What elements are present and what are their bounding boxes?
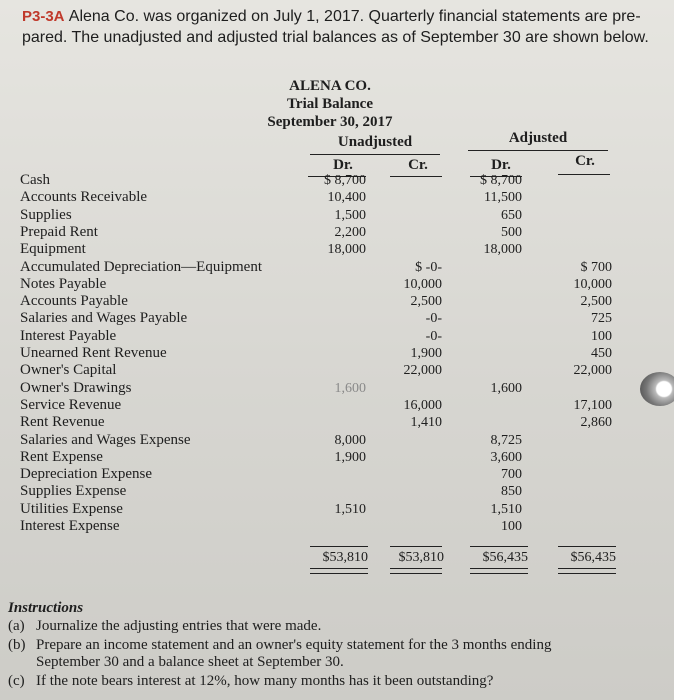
account-name: Depreciation Expense: [20, 466, 153, 483]
instruction-b-text-1: Prepare an income statement and an owner's equity statement for the 3 months ending: [36, 637, 552, 653]
unadjusted-cr-value: 2,500: [410, 294, 442, 310]
adjusted-dr-value: 1,510: [490, 501, 522, 517]
adjusted-cr-value: 17,100: [573, 397, 612, 413]
unadjusted-cr-value: -0-: [425, 328, 442, 344]
instruction-c: [8, 673, 493, 690]
unadjusted-cr-heading: Cr.: [408, 157, 428, 173]
unadjusted-cr-value: -0-: [425, 311, 442, 327]
account-name: Notes Payable: [20, 275, 107, 292]
unadjusted-dr-value: $ 8,700: [324, 173, 366, 188]
adjusted-heading: Adjusted: [508, 130, 568, 146]
unadjusted-dr-value: 1,600: [334, 380, 366, 396]
unadjusted-dr-heading: Dr.: [333, 157, 353, 173]
instruction-b: [8, 637, 551, 671]
total-adjusted-cr: $56,435: [570, 550, 616, 565]
adjusted-cr-value: 2,500: [580, 294, 612, 310]
account-name: Service Revenue: [20, 396, 122, 413]
adjusted-dr-value: 3,600: [490, 449, 522, 465]
unadjusted-dr-value: 8,000: [334, 432, 366, 448]
total-unadjusted-cr: $53,810: [398, 550, 444, 565]
adjusted-dr-heading: Dr.: [491, 157, 511, 173]
adjusted-dr-value: 700: [501, 467, 522, 483]
unadjusted-dr-value: 18,000: [327, 242, 366, 258]
unadjusted-cr-rule: [390, 176, 442, 177]
account-name: Utilities Expense: [20, 500, 123, 517]
unadjusted-dr-value: 1,510: [334, 501, 366, 517]
instructions-title: Instructions: [8, 600, 84, 616]
double-rule-udr: [310, 568, 368, 574]
unadjusted-dr-value: 10,400: [327, 190, 366, 206]
account-name: Prepaid Rent: [20, 223, 98, 240]
account-name: Accounts Receivable: [20, 189, 148, 206]
adjusted-cr-value: 725: [591, 311, 612, 327]
adjusted-dr-value: 650: [501, 207, 522, 223]
instruction-a-label: (a): [8, 618, 25, 634]
account-name: Rent Expense: [20, 448, 103, 465]
instruction-a: [8, 618, 321, 635]
double-rule-ucr: [390, 568, 442, 574]
total-rule-ucr: [390, 546, 442, 547]
unadjusted-dr-value: 2,200: [334, 224, 366, 240]
instruction-c-text: If the note bears interest at 12%, how many months has it been outstanding?: [36, 673, 494, 689]
statement-date: September 30, 2017: [267, 114, 393, 130]
unadjusted-cr-value: 16,000: [403, 397, 442, 413]
adjusted-dr-value: 100: [501, 519, 522, 534]
unadjusted-heading: Unadjusted: [337, 134, 413, 150]
account-name: Salaries and Wages Payable: [20, 310, 188, 327]
unadjusted-cr-value: $ -0-: [415, 259, 442, 275]
account-name: Interest Expense: [20, 518, 120, 534]
problem-header: [22, 6, 652, 48]
account-name: Owner's Capital: [20, 362, 117, 379]
account-name: Accounts Payable: [20, 293, 128, 310]
instruction-c-label: (c): [8, 673, 25, 689]
account-name: Accumulated Depreciation—Equipment: [20, 258, 262, 275]
adjusted-dr-value: 1,600: [490, 380, 522, 396]
adjusted-dr-value: 500: [501, 224, 522, 240]
total-adjusted-dr: $56,435: [482, 550, 528, 565]
adjusted-cr-rule: [558, 174, 610, 175]
unadjusted-dr-value: 1,900: [334, 449, 366, 465]
double-rule-acr: [558, 568, 616, 574]
adjusted-dr-value: $ 8,700: [480, 173, 522, 188]
account-name: Supplies: [20, 206, 72, 223]
statement-name: Trial Balance: [287, 96, 373, 112]
account-name: Interest Payable: [20, 327, 117, 344]
unadjusted-cr-value: 10,000: [403, 276, 442, 292]
account-name: Rent Revenue: [20, 414, 105, 431]
unadjusted-rule: [310, 154, 440, 155]
page-edge-shadow: [640, 372, 674, 406]
unadjusted-cr-value: 22,000: [403, 363, 442, 379]
problem-text-line1: Alena Co. was organized on July 1, 2017. Quarterly financial statements are pre-: [68, 8, 641, 25]
total-rule-acr: [558, 546, 616, 547]
adjusted-dr-value: 18,000: [483, 242, 522, 258]
instruction-b-label: (b): [8, 637, 26, 653]
adjusted-cr-value: 22,000: [573, 363, 612, 379]
total-unadjusted-dr: $53,810: [322, 550, 368, 565]
instruction-b-text-2: September 30 and a balance sheet at September 30.: [36, 654, 344, 670]
adjusted-rule: [468, 150, 608, 151]
unadjusted-cr-value: 1,410: [410, 415, 442, 431]
account-name: Owner's Drawings: [20, 379, 132, 396]
adjusted-cr-value: $ 700: [580, 259, 612, 275]
company-name: ALENA CO.: [289, 78, 371, 94]
adjusted-cr-value: 450: [591, 346, 612, 361]
total-rule-adr: [470, 546, 528, 547]
account-name: Cash: [20, 172, 50, 188]
account-name: Unearned Rent Revenue: [20, 345, 167, 361]
unadjusted-dr-value: 1,500: [334, 207, 366, 223]
adjusted-dr-value: 8,725: [490, 432, 522, 448]
problem-text-line2: pared. The unadjusted and adjusted trial balances as of September 30 are shown below.: [22, 29, 649, 46]
adjusted-dr-value: 11,500: [484, 190, 522, 206]
account-name: Equipment: [20, 241, 86, 258]
double-rule-adr: [470, 568, 528, 574]
instruction-a-text: Journalize the adjusting entries that were made.: [36, 618, 322, 634]
adjusted-cr-value: 2,860: [580, 415, 612, 431]
adjusted-dr-value: 850: [501, 484, 522, 500]
adjusted-cr-value: 100: [591, 328, 612, 344]
account-name: Salaries and Wages Expense: [20, 431, 191, 448]
account-name: Supplies Expense: [20, 483, 127, 500]
adjusted-cr-value: 10,000: [573, 276, 612, 292]
adjusted-cr-heading: Cr.: [575, 153, 595, 169]
unadjusted-cr-value: 1,900: [410, 346, 442, 361]
total-rule-udr: [310, 546, 368, 547]
problem-code: P3-3A: [22, 8, 65, 25]
